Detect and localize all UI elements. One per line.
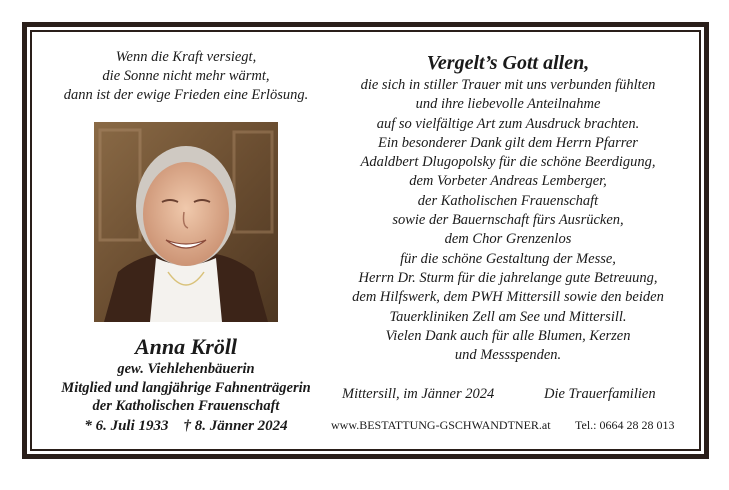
thanks-line: Ein besonderer Dank gilt dem Herrn Pfarrer <box>378 134 638 151</box>
thanks-line: Tauerkliniken Zell am See und Mittersill. <box>389 308 627 325</box>
birth-date: * 6. Juli 1933 <box>84 417 169 434</box>
thanks-line: sowie der Bauernschaft fürs Ausrücken, <box>392 212 624 229</box>
portrait-illustration <box>94 122 278 322</box>
thanks-line: dem Chor Grenzenlos <box>444 231 572 248</box>
thanks-line: und ihre liebevolle Anteilnahme <box>415 96 601 113</box>
thanks-heading: Vergelt’s Gott allen, <box>426 52 590 74</box>
website-text: www.BESTATTUNG-GSCHWANDTNER.at <box>331 418 551 432</box>
thanks-line: Vielen Dank auch für alle Blumen, Kerzen <box>385 327 631 344</box>
thanks-line: und Messspenden. <box>454 347 562 364</box>
thanks-block <box>330 50 686 365</box>
thanks-line: auf so vielfältige Art zum Ausdruck brachten. <box>376 115 640 132</box>
place-date: Mittersill, im Jänner 2024 <box>342 386 495 402</box>
life-dates <box>42 416 330 436</box>
deceased-role: Mitglied und langjährige Fahnenträgerin <box>61 379 311 396</box>
deceased-info <box>42 334 330 436</box>
quote-line: die Sonne nicht mehr wärmt, <box>102 68 270 84</box>
deceased-name: Anna Kröll <box>134 334 238 359</box>
family-signature: Die Trauerfamilien <box>544 386 656 402</box>
thanks-line: Adaldbert Dlugopolsky für die schöne Beerdigung, <box>360 154 656 171</box>
quote-line: dann ist der ewige Frieden eine Erlösung. <box>63 87 309 103</box>
thanks-line: dem Hilfswerk, dem PWH Mittersill sowie den beiden <box>352 289 664 306</box>
deceased-organization: der Katholischen Frauenschaft <box>92 398 280 414</box>
thanks-line: die sich in stiller Trauer mit uns verbunden fühlten <box>360 77 656 93</box>
thanks-line: für die schöne Gestaltung der Messe, <box>400 250 616 267</box>
death-date: † 8. Jänner 2024 <box>183 417 288 434</box>
thanks-line: dem Vorbeter Andreas Lemberger, <box>409 173 607 190</box>
phone-text: Tel.: 0664 28 28 013 <box>575 418 675 432</box>
thanks-line: Herrn Dr. Sturm für die jahrelange gute Betreuung, <box>358 269 658 286</box>
deceased-occupation: gew. Viehlehenbäuerin <box>117 361 255 377</box>
portrait-photo <box>94 122 278 322</box>
quote-line: Wenn die Kraft versiegt, <box>115 49 257 65</box>
thanks-line: der Katholischen Frauenschaft <box>417 192 599 209</box>
quote-block <box>42 48 330 105</box>
